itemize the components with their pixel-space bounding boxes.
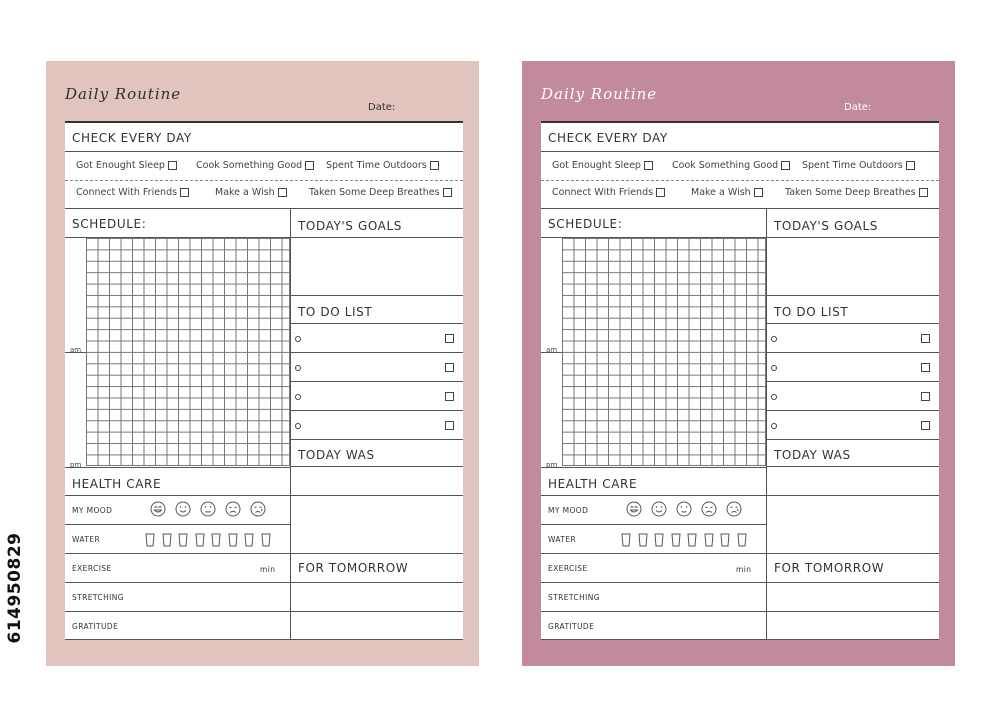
- check-item[interactable]: Got Enought Sleep: [76, 160, 177, 171]
- todo-checkbox[interactable]: [921, 392, 930, 401]
- sad-face-icon[interactable]: [701, 501, 717, 517]
- exercise-label: EXERCISE: [548, 564, 588, 573]
- todo-bullet: [771, 365, 777, 371]
- goals-heading: TODAY'S GOALS: [298, 219, 402, 233]
- water-cups[interactable]: [621, 533, 747, 547]
- water-label: WATER: [548, 535, 577, 544]
- water-glass-icon[interactable]: [244, 533, 254, 547]
- check-every-day-heading: CHECK EVERY DAY: [548, 131, 668, 145]
- water-glass-icon[interactable]: [162, 533, 172, 547]
- mood-label: MY MOOD: [548, 506, 589, 515]
- check-item[interactable]: Cook Something Good: [672, 160, 790, 171]
- pm-label: pm: [546, 461, 558, 469]
- schedule-heading: SCHEDULE:: [548, 217, 623, 231]
- am-label: am: [546, 346, 558, 354]
- mood-faces[interactable]: [626, 501, 742, 517]
- planner-sheet: [65, 121, 463, 640]
- crying-face-icon[interactable]: [726, 501, 742, 517]
- todo-heading: TO DO LIST: [298, 305, 373, 319]
- water-glass-icon[interactable]: [720, 533, 730, 547]
- checkbox[interactable]: [180, 188, 189, 197]
- exercise-label: EXERCISE: [72, 564, 112, 573]
- todo-bullet: [295, 365, 301, 371]
- todo-bullet: [295, 336, 301, 342]
- water-glass-icon[interactable]: [654, 533, 664, 547]
- minutes-label: min: [736, 565, 752, 574]
- gratitude-label: GRATITUDE: [72, 622, 119, 631]
- stock-image-id-text: 614950829: [5, 532, 25, 644]
- water-glass-icon[interactable]: [704, 533, 714, 547]
- checkbox[interactable]: [656, 188, 665, 197]
- water-glass-icon[interactable]: [261, 533, 271, 547]
- check-item[interactable]: Taken Some Deep Breathes: [309, 187, 452, 198]
- todo-checkbox[interactable]: [445, 334, 454, 343]
- checkbox[interactable]: [906, 161, 915, 170]
- todo-checkbox[interactable]: [445, 392, 454, 401]
- date-label: Date:: [368, 102, 396, 113]
- check-item[interactable]: Taken Some Deep Breathes: [785, 187, 928, 198]
- water-glass-icon[interactable]: [228, 533, 238, 547]
- check-item[interactable]: Connect With Friends: [552, 187, 665, 198]
- todo-bullet: [295, 423, 301, 429]
- checkbox[interactable]: [443, 188, 452, 197]
- water-glass-icon[interactable]: [145, 533, 155, 547]
- today-was-heading: TODAY WAS: [774, 448, 851, 462]
- water-cups[interactable]: [145, 533, 271, 547]
- planner-title: Daily Routine: [541, 85, 658, 103]
- water-label: WATER: [72, 535, 101, 544]
- smile-face-icon[interactable]: [175, 501, 191, 517]
- todo-heading: TO DO LIST: [774, 305, 849, 319]
- checkbox[interactable]: [781, 161, 790, 170]
- check-item[interactable]: Spent Time Outdoors: [326, 160, 439, 171]
- todo-checkbox[interactable]: [445, 421, 454, 430]
- goals-heading: TODAY'S GOALS: [774, 219, 878, 233]
- tomorrow-heading: FOR TOMORROW: [774, 561, 885, 575]
- todo-bullet: [771, 423, 777, 429]
- smile-face-icon[interactable]: [651, 501, 667, 517]
- schedule-grid[interactable]: [562, 238, 766, 466]
- date-label: Date:: [844, 102, 872, 113]
- check-every-day-heading: CHECK EVERY DAY: [72, 131, 192, 145]
- planner-left: [46, 61, 479, 666]
- checkbox[interactable]: [430, 161, 439, 170]
- neutral-face-icon[interactable]: [200, 501, 216, 517]
- laughing-face-icon[interactable]: [626, 501, 642, 517]
- water-glass-icon[interactable]: [211, 533, 221, 547]
- planner-title: Daily Routine: [65, 85, 182, 103]
- checkbox[interactable]: [168, 161, 177, 170]
- water-glass-icon[interactable]: [178, 533, 188, 547]
- check-item[interactable]: Make a Wish: [215, 187, 287, 198]
- stretching-label: STRETCHING: [72, 593, 124, 602]
- health-care-heading: HEALTH CARE: [548, 477, 638, 491]
- checkbox[interactable]: [305, 161, 314, 170]
- checkbox[interactable]: [278, 188, 287, 197]
- checkbox[interactable]: [919, 188, 928, 197]
- mood-faces[interactable]: [150, 501, 266, 517]
- pm-label: pm: [70, 461, 82, 469]
- crying-face-icon[interactable]: [250, 501, 266, 517]
- todo-bullet: [771, 336, 777, 342]
- gratitude-label: GRATITUDE: [548, 622, 595, 631]
- schedule-grid[interactable]: [86, 238, 290, 466]
- todo-checkbox[interactable]: [921, 363, 930, 372]
- schedule-heading: SCHEDULE:: [72, 217, 147, 231]
- water-glass-icon[interactable]: [638, 533, 648, 547]
- todo-checkbox[interactable]: [445, 363, 454, 372]
- check-item[interactable]: Connect With Friends: [76, 187, 189, 198]
- minutes-label: min: [260, 565, 276, 574]
- water-glass-icon[interactable]: [621, 533, 631, 547]
- check-item[interactable]: Make a Wish: [691, 187, 763, 198]
- water-glass-icon[interactable]: [671, 533, 681, 547]
- tomorrow-heading: FOR TOMORROW: [298, 561, 409, 575]
- health-care-heading: HEALTH CARE: [72, 477, 162, 491]
- todo-bullet: [295, 394, 301, 400]
- check-item[interactable]: Got Enought Sleep: [552, 160, 653, 171]
- water-glass-icon[interactable]: [737, 533, 747, 547]
- laughing-face-icon[interactable]: [150, 501, 166, 517]
- planner-right: [522, 61, 955, 666]
- todo-checkbox[interactable]: [921, 334, 930, 343]
- neutral-face-icon[interactable]: [676, 501, 692, 517]
- today-was-heading: TODAY WAS: [298, 448, 375, 462]
- planner-sheet: [541, 121, 939, 640]
- checkbox[interactable]: [644, 161, 653, 170]
- checkbox[interactable]: [754, 188, 763, 197]
- mood-label: MY MOOD: [72, 506, 113, 515]
- todo-bullet: [771, 394, 777, 400]
- water-glass-icon[interactable]: [687, 533, 697, 547]
- check-item[interactable]: Cook Something Good: [196, 160, 314, 171]
- stretching-label: STRETCHING: [548, 593, 600, 602]
- check-item[interactable]: Spent Time Outdoors: [802, 160, 915, 171]
- stock-image-id: [2, 478, 28, 698]
- water-glass-icon[interactable]: [195, 533, 205, 547]
- sad-face-icon[interactable]: [225, 501, 241, 517]
- todo-checkbox[interactable]: [921, 421, 930, 430]
- am-label: am: [70, 346, 82, 354]
